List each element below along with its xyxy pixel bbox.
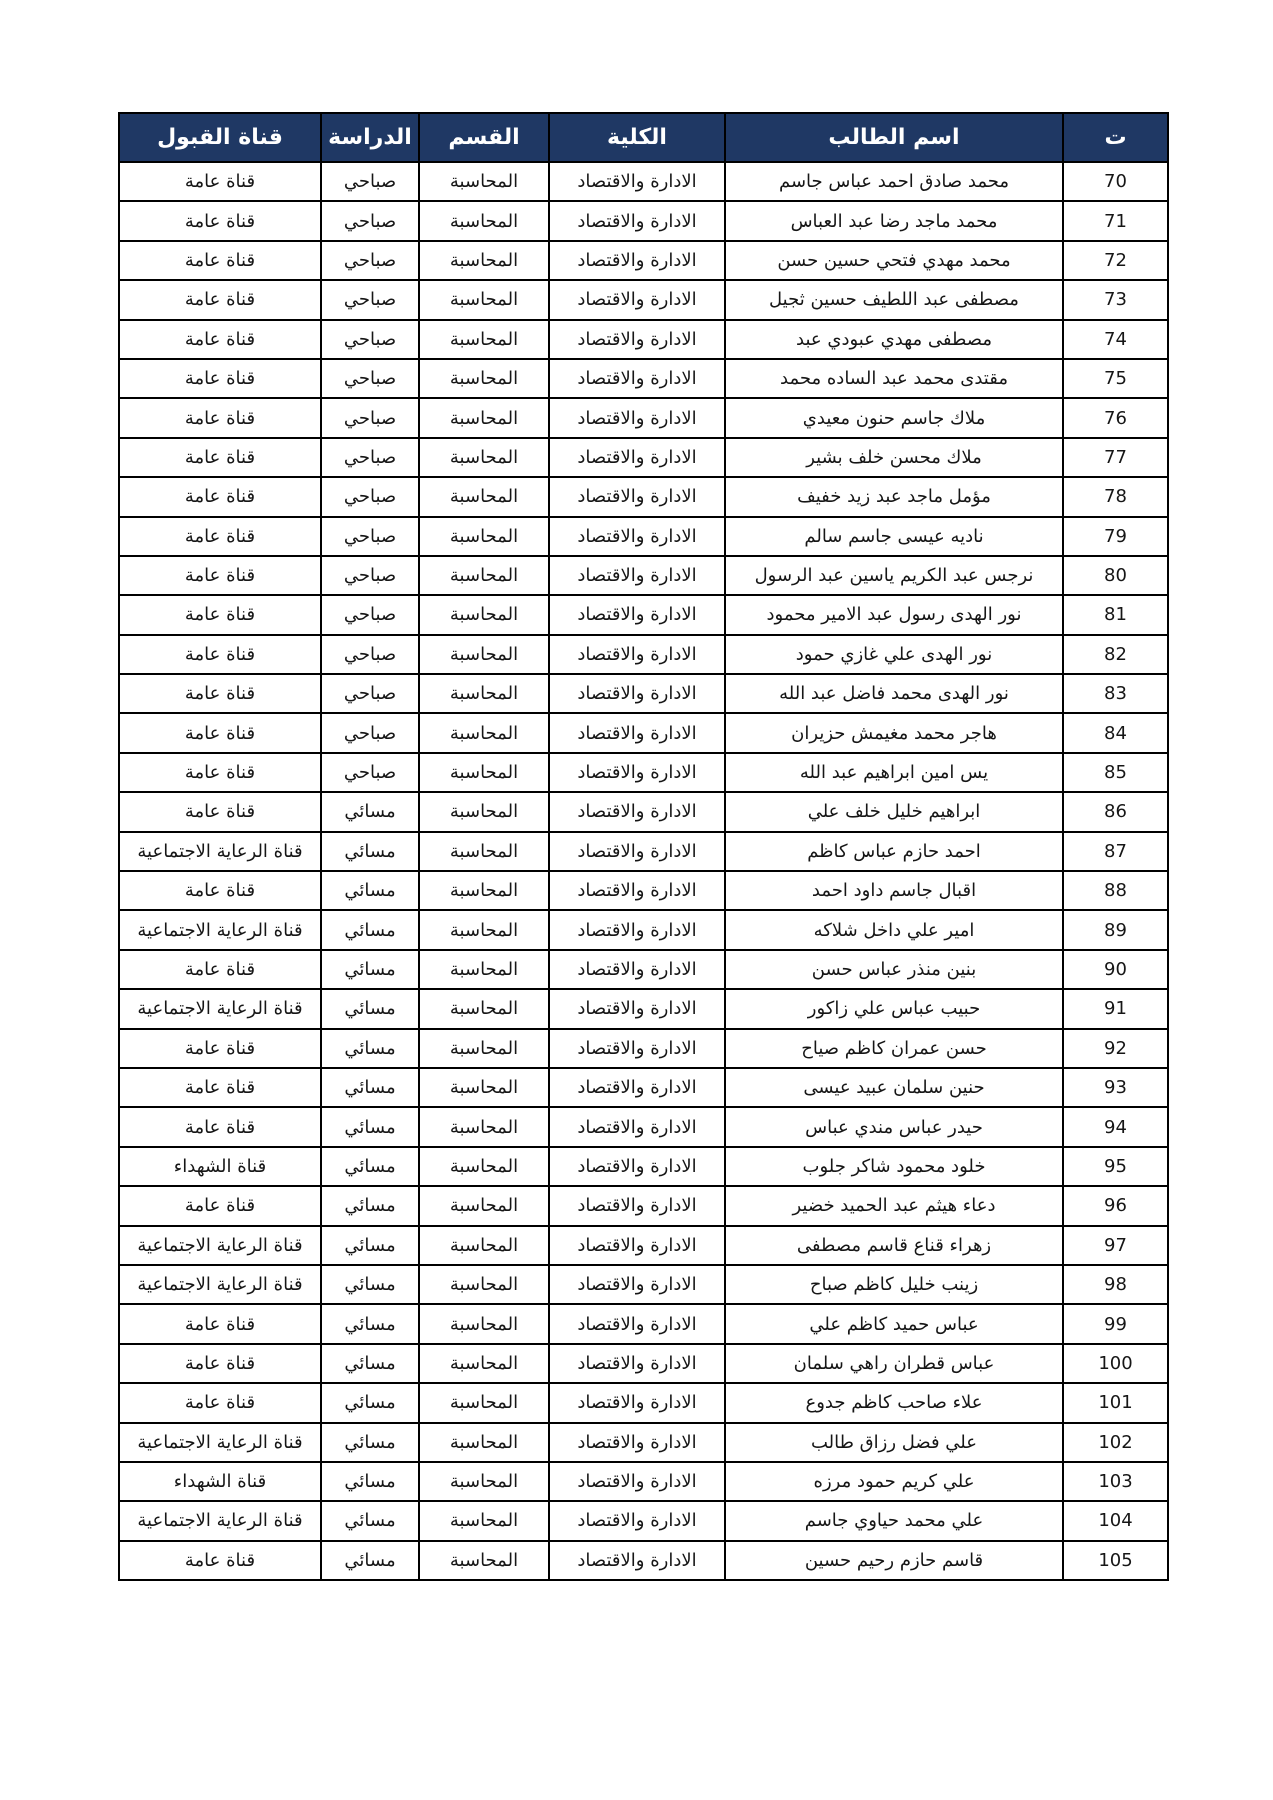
cell-college: الادارة والاقتصاد [549, 359, 725, 398]
cell-study: مسائي [321, 950, 419, 989]
cell-study: صباحي [321, 162, 419, 201]
cell-channel: قناة عامة [119, 241, 321, 280]
cell-index: 104 [1063, 1501, 1168, 1540]
cell-channel: قناة عامة [119, 1068, 321, 1107]
cell-college: الادارة والاقتصاد [549, 1462, 725, 1501]
cell-index: 86 [1063, 792, 1168, 831]
cell-student-name: قاسم حازم رحيم حسين [725, 1541, 1063, 1580]
table-row [119, 989, 1168, 1028]
cell-index: 81 [1063, 595, 1168, 634]
cell-channel: قناة عامة [119, 359, 321, 398]
table-row [119, 871, 1168, 910]
cell-student-name: اقبال جاسم داود احمد [725, 871, 1063, 910]
header-college: الكلية [549, 113, 725, 162]
cell-student-name: عباس حميد كاظم علي [725, 1304, 1063, 1343]
table-row [119, 477, 1168, 516]
cell-channel: قناة الرعاية الاجتماعية [119, 1265, 321, 1304]
cell-student-name: بنين منذر عباس حسن [725, 950, 1063, 989]
cell-student-name: علي كريم حمود مرزه [725, 1462, 1063, 1501]
cell-index: 71 [1063, 201, 1168, 240]
header-study: الدراسة [321, 113, 419, 162]
cell-channel: قناة الشهداء [119, 1462, 321, 1501]
cell-study: صباحي [321, 201, 419, 240]
table-row [119, 201, 1168, 240]
header-department: القسم [419, 113, 549, 162]
cell-index: 96 [1063, 1186, 1168, 1225]
table-row [119, 438, 1168, 477]
cell-index: 70 [1063, 162, 1168, 201]
table-row [119, 753, 1168, 792]
table-row [119, 1226, 1168, 1265]
cell-channel: قناة عامة [119, 398, 321, 437]
cell-index: 90 [1063, 950, 1168, 989]
cell-index: 89 [1063, 910, 1168, 949]
cell-study: مسائي [321, 1147, 419, 1186]
cell-student-name: محمد مهدي فتحي حسين حسن [725, 241, 1063, 280]
cell-department: المحاسبة [419, 1423, 549, 1462]
table-row [119, 1186, 1168, 1225]
table-row [119, 1383, 1168, 1422]
cell-department: المحاسبة [419, 595, 549, 634]
cell-college: الادارة والاقتصاد [549, 1541, 725, 1580]
cell-study: صباحي [321, 713, 419, 752]
table-row [119, 950, 1168, 989]
cell-channel: قناة عامة [119, 477, 321, 516]
header-student-name: اسم الطالب [725, 113, 1063, 162]
cell-department: المحاسبة [419, 1068, 549, 1107]
cell-channel: قناة عامة [119, 280, 321, 319]
cell-student-name: حنين سلمان عبيد عيسى [725, 1068, 1063, 1107]
table-row [119, 595, 1168, 634]
cell-college: الادارة والاقتصاد [549, 556, 725, 595]
table-row [119, 910, 1168, 949]
header-channel: قناة القبول [119, 113, 321, 162]
cell-department: المحاسبة [419, 713, 549, 752]
cell-study: مسائي [321, 1226, 419, 1265]
cell-study: صباحي [321, 477, 419, 516]
cell-college: الادارة والاقتصاد [549, 595, 725, 634]
cell-study: صباحي [321, 517, 419, 556]
cell-college: الادارة والاقتصاد [549, 1147, 725, 1186]
cell-study: صباحي [321, 359, 419, 398]
cell-study: مسائي [321, 792, 419, 831]
cell-student-name: زهراء قناع قاسم مصطفى [725, 1226, 1063, 1265]
cell-channel: قناة عامة [119, 1344, 321, 1383]
cell-student-name: ناديه عيسى جاسم سالم [725, 517, 1063, 556]
cell-channel: قناة الرعاية الاجتماعية [119, 832, 321, 871]
cell-college: الادارة والاقتصاد [549, 910, 725, 949]
cell-department: المحاسبة [419, 635, 549, 674]
cell-department: المحاسبة [419, 359, 549, 398]
cell-college: الادارة والاقتصاد [549, 241, 725, 280]
cell-channel: قناة عامة [119, 595, 321, 634]
cell-index: 105 [1063, 1541, 1168, 1580]
cell-study: مسائي [321, 1068, 419, 1107]
cell-study: مسائي [321, 832, 419, 871]
cell-study: صباحي [321, 398, 419, 437]
table-row [119, 241, 1168, 280]
cell-channel: قناة الرعاية الاجتماعية [119, 989, 321, 1028]
cell-index: 92 [1063, 1029, 1168, 1068]
student-admission-table [118, 112, 1169, 1581]
cell-study: صباحي [321, 753, 419, 792]
table-header-row [119, 113, 1168, 162]
table-row [119, 1304, 1168, 1343]
cell-index: 95 [1063, 1147, 1168, 1186]
cell-index: 97 [1063, 1226, 1168, 1265]
cell-study: مسائي [321, 1344, 419, 1383]
cell-college: الادارة والاقتصاد [549, 1344, 725, 1383]
cell-index: 91 [1063, 989, 1168, 1028]
cell-channel: قناة عامة [119, 792, 321, 831]
cell-college: الادارة والاقتصاد [549, 792, 725, 831]
cell-index: 77 [1063, 438, 1168, 477]
cell-index: 93 [1063, 1068, 1168, 1107]
table-row [119, 162, 1168, 201]
cell-student-name: حيدر عباس مندي عباس [725, 1107, 1063, 1146]
cell-student-name: مؤمل ماجد عبد زيد خفيف [725, 477, 1063, 516]
cell-channel: قناة الرعاية الاجتماعية [119, 1423, 321, 1462]
cell-department: المحاسبة [419, 320, 549, 359]
cell-department: المحاسبة [419, 1107, 549, 1146]
cell-college: الادارة والاقتصاد [549, 517, 725, 556]
cell-channel: قناة عامة [119, 556, 321, 595]
cell-channel: قناة عامة [119, 1541, 321, 1580]
cell-department: المحاسبة [419, 1304, 549, 1343]
cell-college: الادارة والاقتصاد [549, 713, 725, 752]
cell-college: الادارة والاقتصاد [549, 871, 725, 910]
header-index: ت [1063, 113, 1168, 162]
table-row [119, 1107, 1168, 1146]
cell-channel: قناة عامة [119, 871, 321, 910]
table-row [119, 280, 1168, 319]
cell-index: 98 [1063, 1265, 1168, 1304]
cell-department: المحاسبة [419, 910, 549, 949]
cell-college: الادارة والاقتصاد [549, 1186, 725, 1225]
cell-department: المحاسبة [419, 201, 549, 240]
table-row [119, 1029, 1168, 1068]
cell-index: 76 [1063, 398, 1168, 437]
cell-student-name: ابراهيم خليل خلف علي [725, 792, 1063, 831]
cell-student-name: ملاك محسن خلف بشير [725, 438, 1063, 477]
table-row [119, 1344, 1168, 1383]
cell-department: المحاسبة [419, 438, 549, 477]
cell-college: الادارة والاقتصاد [549, 1501, 725, 1540]
cell-college: الادارة والاقتصاد [549, 1107, 725, 1146]
cell-index: 99 [1063, 1304, 1168, 1343]
cell-channel: قناة عامة [119, 753, 321, 792]
cell-index: 75 [1063, 359, 1168, 398]
cell-index: 103 [1063, 1462, 1168, 1501]
cell-student-name: محمد صادق احمد عباس جاسم [725, 162, 1063, 201]
cell-index: 94 [1063, 1107, 1168, 1146]
cell-study: مسائي [321, 1462, 419, 1501]
cell-student-name: علي محمد حياوي جاسم [725, 1501, 1063, 1540]
cell-student-name: نرجس عبد الكريم ياسين عبد الرسول [725, 556, 1063, 595]
cell-index: 102 [1063, 1423, 1168, 1462]
cell-study: صباحي [321, 438, 419, 477]
cell-department: المحاسبة [419, 280, 549, 319]
cell-college: الادارة والاقتصاد [549, 1383, 725, 1422]
cell-channel: قناة عامة [119, 1186, 321, 1225]
cell-study: مسائي [321, 1383, 419, 1422]
cell-department: المحاسبة [419, 477, 549, 516]
cell-student-name: يس امين ابراهيم عبد الله [725, 753, 1063, 792]
cell-study: مسائي [321, 1107, 419, 1146]
cell-college: الادارة والاقتصاد [549, 635, 725, 674]
table-row [119, 674, 1168, 713]
cell-student-name: دعاء هيثم عبد الحميد خضير [725, 1186, 1063, 1225]
cell-college: الادارة والاقتصاد [549, 1068, 725, 1107]
table-row [119, 1462, 1168, 1501]
cell-department: المحاسبة [419, 1226, 549, 1265]
cell-department: المحاسبة [419, 1383, 549, 1422]
cell-student-name: مصطفى عبد اللطيف حسين ثجيل [725, 280, 1063, 319]
cell-department: المحاسبة [419, 674, 549, 713]
cell-channel: قناة عامة [119, 1383, 321, 1422]
table-row [119, 1423, 1168, 1462]
cell-channel: قناة عامة [119, 950, 321, 989]
cell-college: الادارة والاقتصاد [549, 398, 725, 437]
cell-college: الادارة والاقتصاد [549, 674, 725, 713]
cell-college: الادارة والاقتصاد [549, 162, 725, 201]
cell-study: مسائي [321, 871, 419, 910]
cell-channel: قناة عامة [119, 1304, 321, 1343]
cell-department: المحاسبة [419, 517, 549, 556]
cell-channel: قناة عامة [119, 674, 321, 713]
cell-college: الادارة والاقتصاد [549, 201, 725, 240]
table-row [119, 556, 1168, 595]
cell-index: 80 [1063, 556, 1168, 595]
cell-department: المحاسبة [419, 1147, 549, 1186]
cell-college: الادارة والاقتصاد [549, 989, 725, 1028]
cell-department: المحاسبة [419, 1541, 549, 1580]
cell-college: الادارة والاقتصاد [549, 1226, 725, 1265]
cell-student-name: احمد حازم عباس كاظم [725, 832, 1063, 871]
cell-college: الادارة والاقتصاد [549, 438, 725, 477]
cell-study: مسائي [321, 1541, 419, 1580]
cell-student-name: حسن عمران كاظم صياح [725, 1029, 1063, 1068]
cell-student-name: محمد ماجد رضا عبد العباس [725, 201, 1063, 240]
cell-student-name: نور الهدى محمد فاضل عبد الله [725, 674, 1063, 713]
cell-channel: قناة الرعاية الاجتماعية [119, 910, 321, 949]
cell-index: 87 [1063, 832, 1168, 871]
cell-channel: قناة عامة [119, 1029, 321, 1068]
cell-student-name: مصطفى مهدي عبودي عبد [725, 320, 1063, 359]
cell-study: صباحي [321, 635, 419, 674]
cell-index: 85 [1063, 753, 1168, 792]
table-row [119, 1068, 1168, 1107]
cell-student-name: نور الهدى رسول عبد الامير محمود [725, 595, 1063, 634]
cell-student-name: عباس قطران راهي سلمان [725, 1344, 1063, 1383]
cell-index: 78 [1063, 477, 1168, 516]
cell-department: المحاسبة [419, 241, 549, 280]
cell-index: 72 [1063, 241, 1168, 280]
cell-index: 84 [1063, 713, 1168, 752]
cell-study: مسائي [321, 1265, 419, 1304]
cell-department: المحاسبة [419, 398, 549, 437]
cell-student-name: نور الهدى علي غازي حمود [725, 635, 1063, 674]
cell-index: 100 [1063, 1344, 1168, 1383]
cell-department: المحاسبة [419, 1186, 549, 1225]
cell-college: الادارة والاقتصاد [549, 950, 725, 989]
cell-channel: قناة عامة [119, 635, 321, 674]
cell-student-name: خلود محمود شاكر جلوب [725, 1147, 1063, 1186]
cell-channel: قناة الرعاية الاجتماعية [119, 1501, 321, 1540]
cell-index: 73 [1063, 280, 1168, 319]
cell-index: 82 [1063, 635, 1168, 674]
cell-department: المحاسبة [419, 556, 549, 595]
table-row [119, 1147, 1168, 1186]
cell-student-name: علاء صاحب كاظم جدوع [725, 1383, 1063, 1422]
cell-study: صباحي [321, 320, 419, 359]
cell-student-name: ملاك جاسم حنون معيدي [725, 398, 1063, 437]
cell-student-name: امير علي داخل شلاكه [725, 910, 1063, 949]
cell-department: المحاسبة [419, 871, 549, 910]
student-table-body [119, 162, 1168, 1580]
cell-college: الادارة والاقتصاد [549, 320, 725, 359]
cell-department: المحاسبة [419, 792, 549, 831]
cell-student-name: علي فضل رزاق طالب [725, 1423, 1063, 1462]
table-row [119, 1541, 1168, 1580]
table-row [119, 320, 1168, 359]
cell-department: المحاسبة [419, 1344, 549, 1383]
cell-student-name: زينب خليل كاظم صباح [725, 1265, 1063, 1304]
cell-study: مسائي [321, 1186, 419, 1225]
cell-study: صباحي [321, 595, 419, 634]
table-row [119, 398, 1168, 437]
cell-channel: قناة عامة [119, 517, 321, 556]
cell-college: الادارة والاقتصاد [549, 1029, 725, 1068]
cell-student-name: حبيب عباس علي زاكور [725, 989, 1063, 1028]
cell-department: المحاسبة [419, 162, 549, 201]
cell-department: المحاسبة [419, 989, 549, 1028]
cell-study: صباحي [321, 674, 419, 713]
cell-department: المحاسبة [419, 753, 549, 792]
table-row [119, 635, 1168, 674]
cell-channel: قناة عامة [119, 1107, 321, 1146]
cell-college: الادارة والاقتصاد [549, 1423, 725, 1462]
cell-college: الادارة والاقتصاد [549, 1265, 725, 1304]
cell-study: صباحي [321, 556, 419, 595]
cell-study: مسائي [321, 1423, 419, 1462]
table-row [119, 1501, 1168, 1540]
cell-channel: قناة عامة [119, 713, 321, 752]
table-row [119, 359, 1168, 398]
cell-channel: قناة عامة [119, 320, 321, 359]
cell-study: مسائي [321, 1304, 419, 1343]
cell-channel: قناة عامة [119, 162, 321, 201]
cell-channel: قناة عامة [119, 201, 321, 240]
cell-department: المحاسبة [419, 1265, 549, 1304]
cell-channel: قناة عامة [119, 438, 321, 477]
table-row [119, 832, 1168, 871]
cell-student-name: مقتدى محمد عبد الساده محمد [725, 359, 1063, 398]
cell-study: مسائي [321, 1029, 419, 1068]
table-row [119, 517, 1168, 556]
cell-index: 74 [1063, 320, 1168, 359]
cell-study: مسائي [321, 1501, 419, 1540]
cell-department: المحاسبة [419, 832, 549, 871]
cell-student-name: هاجر محمد مغيمش حزيران [725, 713, 1063, 752]
cell-index: 101 [1063, 1383, 1168, 1422]
cell-index: 88 [1063, 871, 1168, 910]
cell-college: الادارة والاقتصاد [549, 832, 725, 871]
table-row [119, 1265, 1168, 1304]
cell-department: المحاسبة [419, 1501, 549, 1540]
table-row [119, 792, 1168, 831]
cell-index: 83 [1063, 674, 1168, 713]
cell-department: المحاسبة [419, 950, 549, 989]
cell-college: الادارة والاقتصاد [549, 753, 725, 792]
cell-department: المحاسبة [419, 1462, 549, 1501]
cell-channel: قناة الرعاية الاجتماعية [119, 1226, 321, 1265]
table-row [119, 713, 1168, 752]
cell-college: الادارة والاقتصاد [549, 477, 725, 516]
cell-study: صباحي [321, 280, 419, 319]
cell-department: المحاسبة [419, 1029, 549, 1068]
cell-index: 79 [1063, 517, 1168, 556]
cell-college: الادارة والاقتصاد [549, 1304, 725, 1343]
cell-study: صباحي [321, 241, 419, 280]
cell-study: مسائي [321, 989, 419, 1028]
cell-channel: قناة الشهداء [119, 1147, 321, 1186]
cell-study: مسائي [321, 910, 419, 949]
cell-college: الادارة والاقتصاد [549, 280, 725, 319]
